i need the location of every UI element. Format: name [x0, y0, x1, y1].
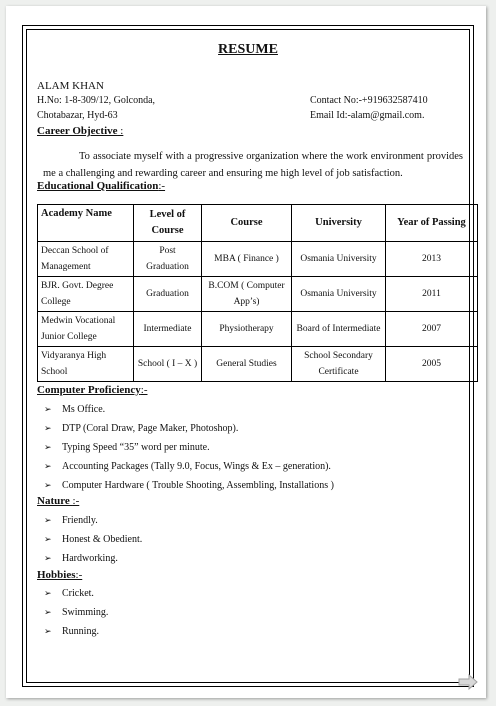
university-cell: Osmania University	[292, 277, 386, 312]
candidate-name: ALAM KHAN	[37, 80, 104, 92]
career-objective-text: To associate myself with a progressive organization where the work environment provides me a challenging and rewarding career and ensuring me high level of job satisfaction.	[43, 151, 463, 179]
university-cell: Osmania University	[292, 242, 386, 277]
academy-cell: Deccan School of Management	[38, 242, 134, 277]
hobbies-heading: Hobbies:-	[37, 569, 83, 581]
column-header-level: Level of Course	[134, 205, 202, 242]
computer-proficiency-heading: Computer Proficiency:-	[37, 384, 148, 396]
arrow-bullet-icon: ➢	[44, 515, 52, 525]
list-item: ➢ Computer Hardware ( Trouble Shooting, Assembling, Installations )	[44, 476, 334, 495]
table-row	[38, 277, 478, 312]
list-item: ➢ Hardworking.	[44, 549, 142, 568]
course-cell: MBA ( Finance )	[202, 242, 292, 277]
academy-cell: Vidyaranya High School	[38, 347, 134, 382]
course-cell: Physiotherapy	[202, 312, 292, 347]
level-cell: Graduation	[134, 277, 202, 312]
level-cell: Intermediate	[134, 312, 202, 347]
nature-heading: Nature :-	[37, 495, 80, 507]
list-item: ➢ Ms Office.	[44, 400, 334, 419]
arrow-bullet-icon: ➢	[44, 607, 52, 617]
course-cell: B.COM ( Computer App’s)	[202, 277, 292, 312]
arrow-bullet-icon: ➢	[44, 480, 52, 490]
academy-cell: BJR. Govt. Degree College	[38, 277, 134, 312]
resume-title: RESUME	[218, 42, 278, 57]
column-header-year: Year of Passing	[386, 205, 478, 242]
university-cell: School Secondary Certificate	[292, 347, 386, 382]
list-item: ➢ Honest & Obedient.	[44, 530, 142, 549]
arrow-bullet-icon: ➢	[44, 423, 52, 433]
list-item: ➢ DTP (Coral Draw, Page Maker, Photoshop).	[44, 419, 334, 438]
education-table	[37, 204, 478, 382]
list-item: ➢ Friendly.	[44, 511, 142, 530]
list-item: ➢ Cricket.	[44, 584, 108, 603]
computer-proficiency-list	[44, 400, 334, 495]
year-cell: 2011	[386, 277, 478, 312]
arrow-bullet-icon: ➢	[44, 553, 52, 563]
column-header-academy: Academy Name	[38, 205, 134, 242]
list-item: ➢ Running.	[44, 622, 108, 641]
email-address: Email Id:-alam@gmail.com.	[310, 110, 425, 121]
level-cell: Post Graduation	[134, 242, 202, 277]
arrow-bullet-icon: ➢	[44, 461, 52, 471]
table-row	[38, 242, 478, 277]
academy-cell: Medwin Vocational Junior College	[38, 312, 134, 347]
university-cell: Board of Intermediate	[292, 312, 386, 347]
contact-number: Contact No:-+919632587410	[310, 95, 428, 106]
hobbies-list	[44, 584, 108, 641]
next-page-arrow-icon[interactable]	[458, 674, 478, 695]
resume-page	[6, 6, 486, 698]
arrow-bullet-icon: ➢	[44, 404, 52, 414]
list-item: ➢ Typing Speed “35” word per minute.	[44, 438, 334, 457]
career-objective-heading: Career Objective :	[37, 125, 124, 137]
address-line-2: Chotabazar, Hyd-63	[37, 110, 118, 121]
education-table-header	[38, 205, 478, 242]
course-cell: General Studies	[202, 347, 292, 382]
list-item: ➢ Swimming.	[44, 603, 108, 622]
year-cell: 2005	[386, 347, 478, 382]
table-row	[38, 312, 478, 347]
arrow-bullet-icon: ➢	[44, 534, 52, 544]
education-heading: Educational Qualification:-	[37, 180, 166, 192]
level-cell: School ( I – X )	[134, 347, 202, 382]
arrow-bullet-icon: ➢	[44, 588, 52, 598]
column-header-course: Course	[202, 205, 292, 242]
arrow-bullet-icon: ➢	[44, 442, 52, 452]
year-cell: 2007	[386, 312, 478, 347]
table-row	[38, 347, 478, 382]
nature-list	[44, 511, 142, 568]
column-header-university: University	[292, 205, 386, 242]
year-cell: 2013	[386, 242, 478, 277]
address-line-1: H.No: 1-8-309/12, Golconda,	[37, 95, 156, 106]
list-item: ➢ Accounting Packages (Tally 9.0, Focus, Wings & Ex – generation).	[44, 457, 334, 476]
arrow-bullet-icon: ➢	[44, 626, 52, 636]
